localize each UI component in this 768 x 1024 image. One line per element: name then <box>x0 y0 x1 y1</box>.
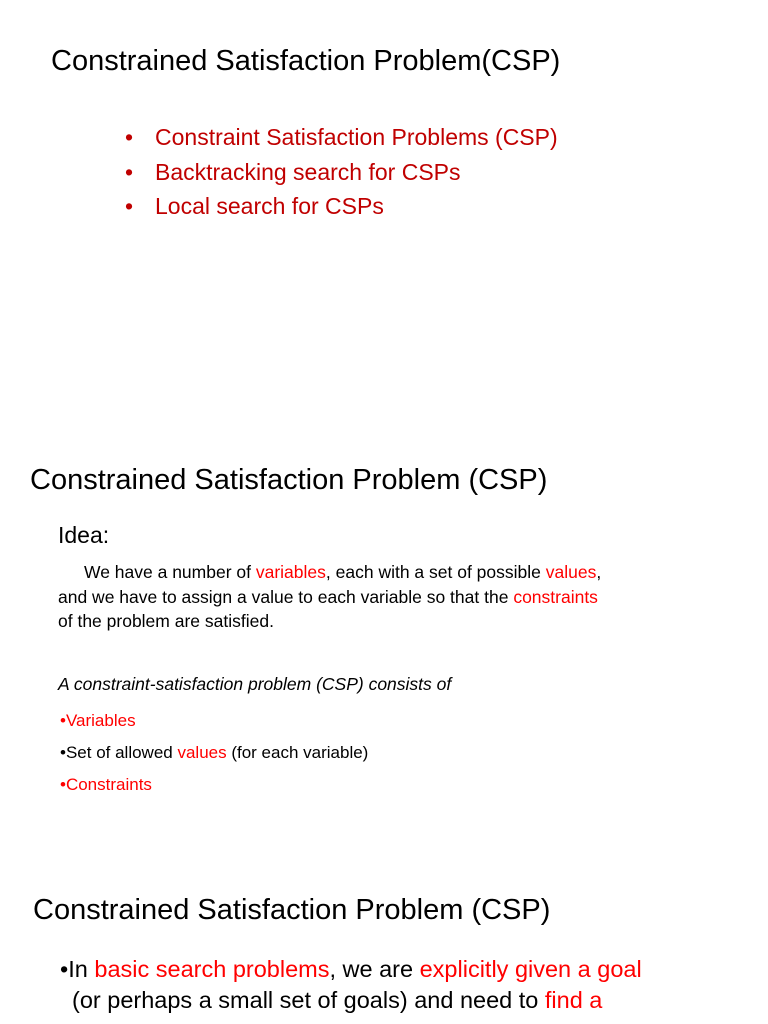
text-run: Set of allowed <box>65 743 178 762</box>
text-run: (or perhaps a small set of goals) and need to <box>72 987 545 1013</box>
paragraph-line-1 <box>60 954 642 985</box>
csp-components-list <box>60 705 368 801</box>
keyword-values: values <box>177 743 227 762</box>
bullet-icon: • <box>60 956 69 982</box>
text-run: , each with a set of possible <box>325 562 546 582</box>
idea-paragraph <box>58 560 601 634</box>
slide-1-bullet-3 <box>125 189 558 224</box>
bullet-icon: • <box>125 124 134 150</box>
component-constraints <box>60 769 368 801</box>
component-variables <box>60 705 368 737</box>
text-run: and we have to assign a value to each variable so that the <box>58 586 514 607</box>
slide-3 <box>0 870 768 1024</box>
keyword-find-a: find a <box>544 987 603 1013</box>
keyword-values: values <box>545 562 597 582</box>
idea-label: Idea: <box>58 522 110 548</box>
paragraph-line-1 <box>58 560 601 585</box>
component-values <box>60 737 368 769</box>
text-run: (for each variable) <box>226 743 369 762</box>
bullet-icon: • <box>125 193 134 219</box>
keyword-explicitly-given-goal: explicitly given a goal <box>419 956 642 982</box>
paragraph-line-2 <box>58 585 601 610</box>
slide-1 <box>0 0 768 420</box>
slide-1-bullet-list <box>125 120 558 224</box>
slide-3-title: Constrained Satisfaction Problem (CSP) <box>33 894 551 926</box>
text-run: In <box>68 956 95 982</box>
slide-1-bullet-1 <box>125 120 558 155</box>
text-run: , <box>596 562 602 582</box>
bullet-icon: • <box>60 743 66 762</box>
slide-2-title: Constrained Satisfaction Problem (CSP) <box>30 464 548 496</box>
slide-1-title: Constrained Satisfaction Problem(CSP) <box>51 45 561 77</box>
component-text: Constraints <box>65 775 152 794</box>
text-run: We have a number of <box>84 562 256 582</box>
keyword-constraints: constraints <box>513 586 598 607</box>
keyword-variables: variables <box>255 562 326 582</box>
bullet-text: Constraint Satisfaction Problems (CSP) <box>155 124 558 150</box>
text-run: , we are <box>329 956 420 982</box>
slide-1-bullet-2 <box>125 155 558 190</box>
paragraph-line-2 <box>60 985 642 1016</box>
bullet-text: Local search for CSPs <box>155 193 384 219</box>
paragraph-line-3: of the problem are satisfied. <box>58 611 274 631</box>
bullet-text: Backtracking search for CSPs <box>155 158 461 185</box>
keyword-basic-search-problems: basic search problems <box>94 956 330 982</box>
csp-definition-heading: A constraint-satisfaction problem (CSP) consists of <box>58 674 452 694</box>
bullet-icon: • <box>60 711 66 730</box>
slide-3-bullet-paragraph <box>60 954 642 1016</box>
bullet-icon: • <box>125 158 134 185</box>
component-text: Variables <box>65 711 136 730</box>
bullet-icon: • <box>60 775 66 794</box>
slide-2 <box>0 440 768 860</box>
